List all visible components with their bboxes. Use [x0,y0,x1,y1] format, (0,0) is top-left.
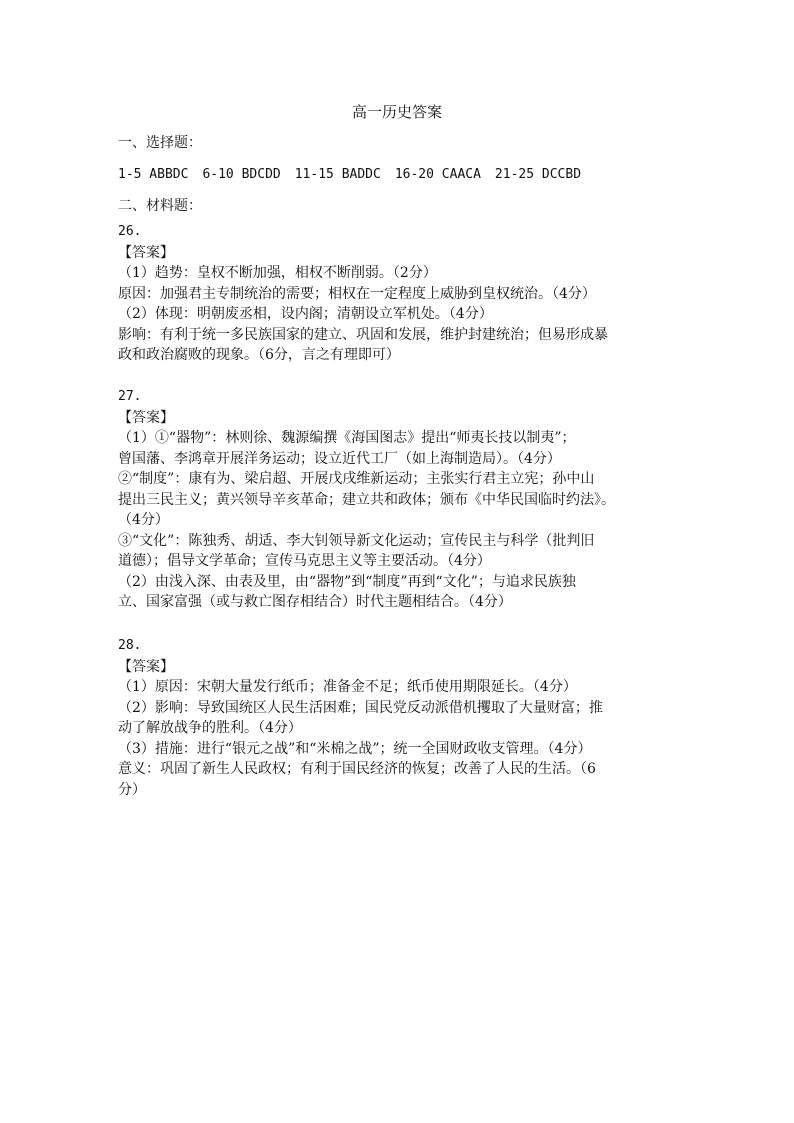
question-27 [118,387,708,613]
answer-line: （2）由浅入深、由表及里，由“器物”到“制度”再到“文化”；与追求民族独 [118,573,576,590]
answer-line: 道德）；倡导文学革命；宣传马克思主义等主要活动。（4分） [118,553,491,569]
answer-group: 11-15 BADDC [294,167,381,182]
answer-line: （4分） [118,512,169,528]
section-choice-heading [118,133,708,154]
question-26 [118,222,708,366]
answer-line: ②“制度”：康有为、梁启超、开展戊戌维新运动；主张实行君主立宪；孙中山 [118,471,595,487]
answer-line: （1）①“器物”：林则徐、魏源编撰《海国图志》提出“师夷长技以制夷”； [118,430,576,446]
answer-line: 动了解放战争的胜利。（4分） [118,720,302,736]
answer-line: （1）原因：宋朝大量发行纸币；准备金不足；纸币使用期限延长。（4分） [118,679,577,695]
page-title: 高一历史答案 [351,103,442,121]
answer-group: 6-10 BDCDD [202,167,281,182]
answer-line: 政和政治腐败的现象。（6分，言之有理即可） [118,347,400,363]
answer-line: 【答案】 [118,409,174,426]
section-heading: 一、选择题： [118,135,202,151]
section-material-heading [118,196,708,217]
answer-line: 原因：加强君主专制统治的需要；相权在一定程度上威胁到皇权统治。（4分） [118,285,596,302]
answer-line: （3）措施：进行“银元之战”和“米棉之战”；统一全国财政收支管理。（4分） [118,740,592,757]
answer-line: 影响：有利于统一多民族国家的建立、巩固和发展，维护封建统治；但易形成暴 [118,326,608,343]
answer-group: 1-5 ABBDC [118,167,189,182]
question-28 [118,636,708,800]
answer-line: 意义：巩固了新生人民政权；有利于国民经济的恢复；改善了人民的生活。（6 [118,761,596,777]
question-number: 26. [118,224,142,239]
answer-group: 21-25 DCCBD [494,167,582,182]
answer-line: 【答案】 [118,244,174,261]
answer-line: （1）趋势：皇权不断加强，相权不断削弱。（2分） [118,265,437,281]
answer-group: 16-20 CAACA [394,167,481,182]
choice-answers [118,165,708,186]
answer-line: 分） [118,781,146,798]
section-heading: 二、材料题： [118,198,202,214]
answer-line: ③“文化”：陈独秀、胡适、李大钊领导新文化运动；宣传民主与科学（批判旧 [118,532,595,549]
answer-line: （2）影响：导致国统区人民生活困难；国民党反动派借机攫取了大量财富；推 [118,699,603,716]
answer-line: 提出三民主义；黄兴领导辛亥革命；建立共和政体；颁布《中华民国临时约法》。 [118,491,615,508]
answer-line: 【答案】 [118,658,174,675]
answer-line: （2）体现：明朝废丞相，设内阁；清朝设立军机处。（4分） [118,306,493,322]
answer-line: 曾国藩、李鸿章开展洋务运动；设立近代工厂（如上海制造局）。（4分） [118,450,561,467]
question-number: 27. [118,389,142,404]
question-number: 28. [118,638,142,653]
answer-line: 立、国家富强（或与救亡图存相结合）时代主题相结合。（4分） [118,594,512,610]
